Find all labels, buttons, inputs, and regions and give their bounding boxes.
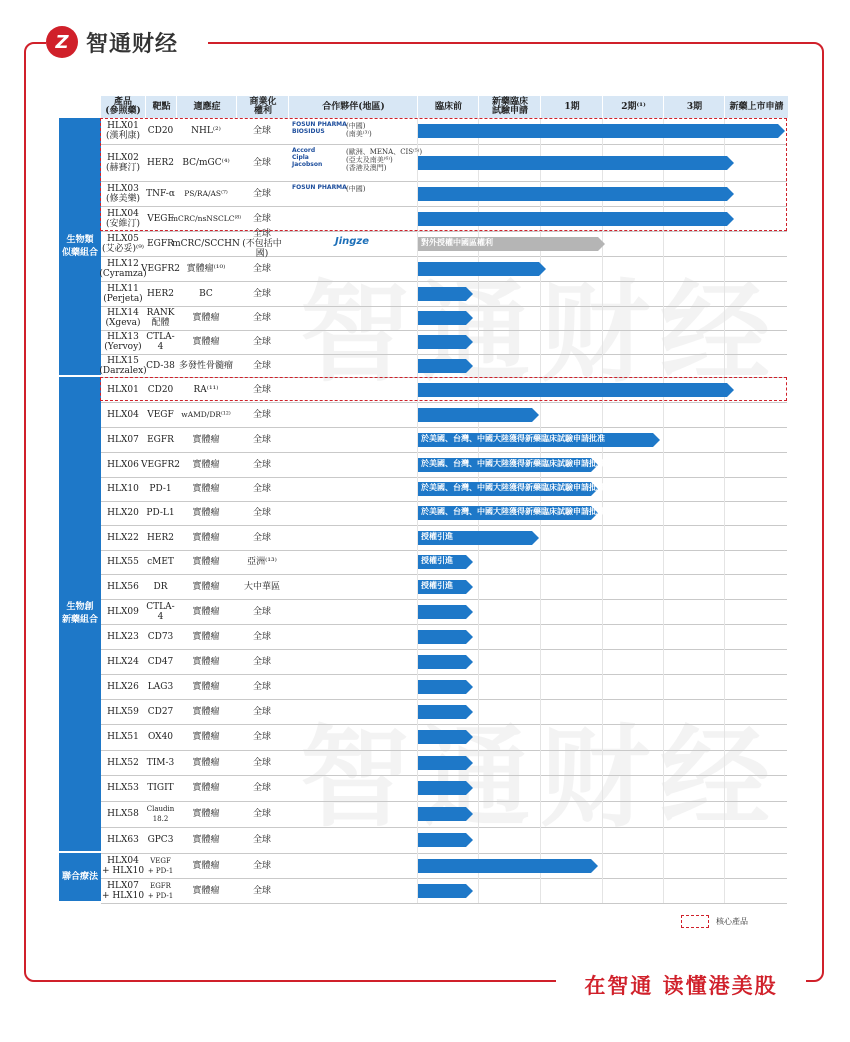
target-cell: CD73 — [147, 631, 174, 642]
product-cell: HLX04 — [107, 409, 139, 420]
target-cell: VEGF + PD-1 — [147, 856, 174, 875]
product-cell: HLX11 (Perjeta) — [103, 283, 143, 304]
column-header: 2期⁽¹⁾ — [602, 96, 664, 118]
progress-arrow-shape — [418, 884, 473, 898]
product-cell: HLX51 — [107, 732, 139, 742]
progress-arrow-shape — [418, 807, 473, 821]
indication-cell: 實體瘤 — [192, 885, 220, 896]
rights-cell: 全球 (不包括中國) — [242, 228, 282, 259]
target-cell: cMET — [147, 557, 174, 567]
pipeline-progress-bar — [418, 580, 473, 594]
rights-cell: 全球 — [252, 384, 271, 395]
target-cell: CD-38 — [146, 360, 175, 371]
rights-cell: 全球 — [252, 126, 271, 136]
bar-annotation: 對外授權中國區權利 — [421, 238, 493, 247]
indication-cell: 實體瘤 — [192, 732, 220, 742]
product-cell: HLX12 (Cyramza) — [99, 258, 147, 279]
target-cell: HER2 — [147, 288, 174, 299]
indication-cell: 實體瘤 — [192, 706, 220, 717]
category-label: 聯合療法 — [59, 853, 101, 901]
target-cell: CD20 — [147, 384, 174, 395]
footer-slogan — [556, 968, 806, 1002]
product-cell: HLX10 — [107, 484, 139, 494]
row-divider — [101, 903, 787, 904]
progress-arrow-shape — [418, 262, 546, 276]
indication-cell: RA⁽¹¹⁾ — [193, 384, 219, 395]
progress-arrow-shape — [418, 630, 473, 644]
indication-cell: 實體瘤 — [192, 809, 220, 819]
bar-annotation: 於美國、台灣、中國大陸獲得新藥臨床試驗申請批准 — [421, 507, 605, 516]
category-label: 生物類 似藥組合 — [59, 118, 101, 375]
progress-arrow-shape — [418, 605, 473, 619]
progress-arrow-shape — [418, 408, 539, 422]
partner-region: (中國) (南美⁽³⁾) — [346, 122, 372, 138]
indication-cell: 多發性骨髓瘤 — [178, 360, 233, 371]
indication-cell: 實體瘤 — [192, 606, 220, 617]
column-header: 3期 — [663, 96, 725, 118]
indication-cell: 實體瘤 — [192, 631, 220, 642]
rights-cell: 全球 — [252, 188, 271, 199]
product-cell: HLX14 (Xgeva) — [105, 308, 141, 328]
partner-logo: FOSUN PHARMA — [292, 184, 347, 191]
indication-cell: PS/RA/AS⁽⁷⁾ — [184, 188, 228, 198]
product-cell: HLX06 — [107, 459, 139, 470]
progress-arrow-shape — [418, 730, 473, 744]
pipeline-progress-bar — [418, 237, 605, 251]
target-cell: Claudin 18.2 — [146, 805, 175, 823]
rights-cell: 全球 — [252, 532, 271, 543]
product-cell: HLX13 (Yervoy) — [104, 332, 142, 352]
product-cell: HLX22 — [107, 532, 139, 543]
indication-cell: 實體瘤 — [192, 313, 220, 323]
rights-cell: 全球 — [252, 681, 271, 692]
indication-cell: 實體瘤 — [192, 508, 220, 518]
partner-logo: FOSUN PHARMA BIOSIDUS — [292, 121, 347, 135]
progress-arrow-shape — [418, 335, 473, 349]
indication-cell: BC/mGC⁽⁴⁾ — [182, 157, 230, 168]
target-cell: EGFR — [147, 434, 174, 445]
progress-arrow-shape — [418, 833, 473, 847]
target-cell: TIGIT — [147, 783, 174, 793]
progress-arrow-shape — [418, 781, 473, 795]
product-cell: HLX58 — [107, 809, 139, 819]
pipeline-progress-bar — [418, 705, 473, 719]
core-product-highlight — [100, 118, 787, 231]
partner-logo: Accord Cipla Jacobson — [292, 147, 323, 168]
bar-annotation: 於美國、台灣、中國大陸獲得新藥臨床試驗申請批准 — [421, 483, 605, 492]
indication-cell: 實體瘤 — [192, 337, 220, 347]
target-cell: CD27 — [147, 706, 174, 717]
brand-logo: Z — [46, 26, 78, 58]
indication-cell: 實體瘤 — [192, 484, 220, 494]
pipeline-progress-bar — [418, 655, 473, 669]
target-cell: LAG3 — [147, 681, 174, 692]
product-cell: HLX04 + HLX10 — [101, 855, 145, 876]
target-cell: GPC3 — [147, 835, 174, 845]
rights-cell: 全球 — [252, 631, 271, 642]
pipeline-progress-bar — [418, 884, 473, 898]
indication-cell: 實體瘤 — [192, 434, 220, 445]
progress-arrow-shape — [418, 859, 598, 873]
product-cell: HLX03 (修美樂) — [105, 183, 141, 204]
product-cell: HLX07 — [107, 434, 139, 445]
rights-cell: 大中華區 — [243, 581, 280, 592]
slogan-text: 在智通 读懂港美股 — [584, 974, 778, 998]
indication-cell: wAMD/DR⁽¹²⁾ — [181, 409, 231, 419]
pipeline-progress-bar — [418, 287, 473, 301]
pipeline-progress-bar — [418, 359, 473, 373]
product-cell: HLX05 (艾必妥)⁽⁹⁾ — [101, 233, 145, 254]
product-cell: HLX15 (Darzalex) — [99, 355, 147, 376]
pipeline-progress-bar — [418, 833, 473, 847]
rights-cell: 全球 — [252, 835, 271, 845]
stage-gridline — [724, 118, 725, 903]
pipeline-progress-bar — [418, 730, 473, 744]
pipeline-progress-bar — [418, 262, 546, 276]
bar-annotation: 授權引進 — [421, 532, 453, 541]
brand-name: 智通财经 — [86, 31, 179, 57]
rights-cell: 全球 — [252, 484, 271, 494]
brand-header — [46, 22, 208, 62]
target-cell: VEGF — [147, 409, 174, 420]
pipeline-progress-bar — [418, 756, 473, 770]
pipeline-progress-bar — [418, 335, 473, 349]
rights-cell: 全球 — [252, 360, 271, 371]
rights-cell: 全球 — [252, 263, 271, 274]
rights-cell: 全球 — [252, 809, 271, 819]
rights-cell: 全球 — [252, 606, 271, 617]
pipeline-progress-bar — [418, 506, 605, 520]
rights-cell: 全球 — [252, 656, 271, 667]
indication-cell: mCRC/nsNSCLC⁽⁸⁾ — [170, 213, 242, 223]
product-cell: HLX02 (赫賽汀) — [105, 152, 141, 173]
target-cell: VEGFR2 — [141, 459, 181, 470]
pipeline-progress-bar — [418, 605, 473, 619]
progress-arrow-shape — [418, 756, 473, 770]
target-cell: PD-1 — [149, 484, 172, 494]
rights-cell: 全球 — [252, 706, 271, 717]
indication-cell: 實體瘤⁽¹⁰⁾ — [186, 263, 226, 274]
indication-cell: 實體瘤 — [192, 757, 220, 768]
category-label: 生物創 新藥組合 — [59, 377, 101, 851]
pipeline-progress-bar — [418, 531, 539, 545]
indication-cell: mCRC/SCCHN — [172, 238, 240, 249]
column-header: 1期 — [540, 96, 603, 118]
column-header: 臨床前 — [417, 96, 479, 118]
target-cell: EGFR — [147, 238, 174, 249]
target-cell: CD20 — [147, 126, 174, 136]
bar-annotation: 授權引進 — [421, 581, 453, 590]
progress-arrow-shape — [418, 680, 473, 694]
product-cell: HLX01 (漢利康) — [105, 121, 141, 141]
target-cell: OX40 — [147, 732, 174, 742]
column-header: 商業化 權利 — [236, 96, 289, 118]
indication-cell: 實體瘤 — [192, 459, 220, 470]
product-cell: HLX01 — [107, 384, 139, 395]
target-cell: DR — [153, 581, 168, 592]
progress-arrow-shape — [418, 359, 473, 373]
target-cell: EGFR + PD-1 — [147, 881, 174, 900]
pipeline-progress-bar — [418, 311, 473, 325]
progress-arrow-shape — [418, 287, 473, 301]
column-header: 靶點 — [145, 96, 177, 118]
column-header: 合作夥伴(地區) — [288, 96, 418, 118]
rights-cell: 全球 — [252, 313, 271, 323]
target-cell: PD-L1 — [146, 508, 175, 518]
rights-cell: 全球 — [252, 860, 271, 871]
indication-cell: 實體瘤 — [192, 783, 220, 793]
progress-arrow-shape — [418, 705, 473, 719]
column-header: 適應症 — [176, 96, 237, 118]
product-cell: HLX55 — [107, 557, 139, 567]
indication-cell: 實體瘤 — [192, 835, 220, 845]
target-cell: VEGF — [147, 213, 174, 224]
target-cell: HER2 — [147, 532, 174, 543]
pipeline-progress-bar — [418, 807, 473, 821]
rights-cell: 全球 — [252, 508, 271, 518]
indication-cell: 實體瘤 — [192, 581, 220, 592]
product-cell: HLX04 (安維汀) — [105, 208, 141, 229]
product-cell: HLX53 — [107, 783, 139, 793]
pipeline-progress-bar — [418, 555, 473, 569]
product-cell: HLX26 — [107, 681, 139, 692]
pipeline-progress-bar — [418, 781, 473, 795]
rights-cell: 全球 — [252, 288, 271, 299]
indication-cell: 實體瘤 — [192, 860, 220, 871]
target-cell: CD47 — [147, 656, 174, 667]
target-cell: TNF-α — [146, 188, 175, 199]
target-cell: CTLA-4 — [146, 332, 175, 352]
target-cell: TIM-3 — [146, 757, 175, 768]
pipeline-progress-bar — [418, 859, 598, 873]
partner-region: (中國) — [346, 185, 366, 193]
indication-cell: 實體瘤 — [192, 656, 220, 667]
progress-arrow-shape — [418, 311, 473, 325]
partner-logo: Jingze — [335, 236, 370, 247]
indication-cell: NHL⁽²⁾ — [191, 126, 221, 136]
rights-cell: 全球 — [252, 459, 271, 470]
indication-cell: 實體瘤 — [192, 532, 220, 543]
pipeline-progress-bar — [418, 408, 539, 422]
product-cell: HLX24 — [107, 656, 139, 667]
target-cell: CTLA-4 — [146, 601, 175, 622]
rights-cell: 全球 — [252, 157, 271, 168]
rights-cell: 全球 — [252, 434, 271, 445]
indication-cell: BC — [199, 288, 213, 299]
column-header: 產品 (參照藥) — [101, 96, 145, 118]
bar-annotation: 於美國、台灣、中國大陸獲得新藥臨床試驗申請批准 — [421, 459, 605, 468]
product-cell: HLX59 — [107, 706, 139, 717]
column-header: 新藥上市申請 — [724, 96, 788, 118]
rights-cell: 亞洲⁽¹³⁾ — [247, 557, 277, 567]
legend-label: 核心產品 — [716, 917, 748, 926]
indication-cell: 實體瘤 — [192, 557, 220, 567]
progress-arrow-shape — [418, 655, 473, 669]
pipeline-progress-bar — [418, 630, 473, 644]
core-product-highlight — [100, 377, 787, 401]
pipeline-progress-bar — [418, 680, 473, 694]
product-cell: HLX07 + HLX10 — [101, 880, 145, 901]
legend-swatch — [681, 915, 709, 928]
indication-cell: 實體瘤 — [192, 681, 220, 692]
rights-cell: 全球 — [252, 885, 271, 896]
product-cell: HLX09 — [107, 606, 139, 617]
pipeline-progress-bar — [418, 458, 605, 472]
column-header: 新藥臨床 試驗申請 — [478, 96, 541, 118]
stage-gridline — [663, 118, 664, 903]
rights-cell: 全球 — [252, 783, 271, 793]
rights-cell: 全球 — [252, 409, 271, 420]
product-cell: HLX52 — [107, 757, 139, 768]
target-cell: RANK 配體 — [146, 308, 175, 328]
target-cell: HER2 — [147, 157, 174, 168]
product-cell: HLX23 — [107, 631, 139, 642]
product-cell: HLX56 — [107, 581, 139, 592]
rights-cell: 全球 — [252, 732, 271, 742]
pipeline-progress-bar — [418, 433, 660, 447]
rights-cell: 全球 — [252, 757, 271, 768]
rights-cell: 全球 — [252, 213, 271, 224]
pipeline-progress-bar — [418, 482, 605, 496]
partner-region: (歐洲、MENA、CIS⁽⁵⁾) (亞太及南美⁽⁶⁾) (香港及澳門) — [346, 148, 423, 172]
rights-cell: 全球 — [252, 337, 271, 347]
bar-annotation: 於美國、台灣、中國大陸獲得新藥臨床試驗申請批准 — [421, 434, 605, 443]
product-cell: HLX63 — [107, 835, 139, 845]
product-cell: HLX20 — [107, 508, 139, 518]
bar-annotation: 授權引進 — [421, 556, 453, 565]
target-cell: VEGFR2 — [141, 263, 181, 274]
